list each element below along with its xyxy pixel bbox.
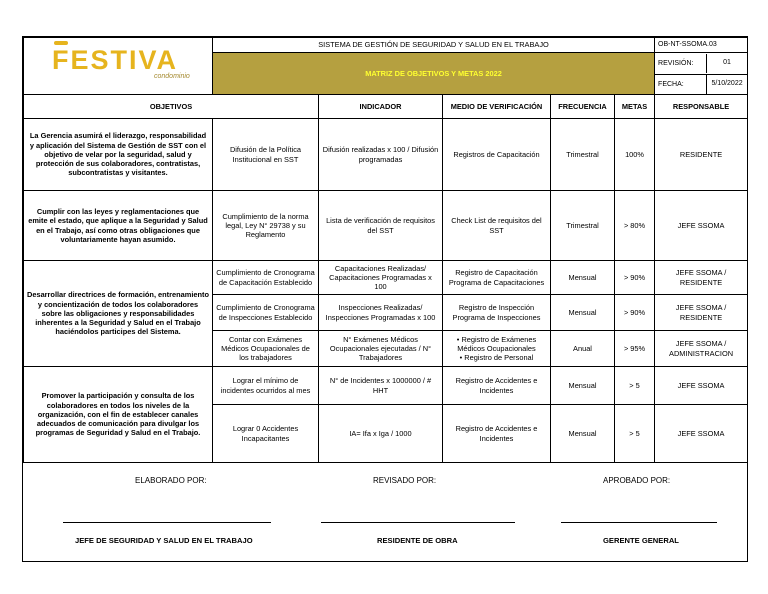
indicator: IA= Ifa x Iga / 1000: [319, 405, 443, 463]
column-header-indicador: INDICADOR: [319, 95, 443, 119]
indicator: N° de Incidentes x 1000000 / # HHT: [319, 367, 443, 405]
indicator: N° Exámenes Médicos Ocupacionales ejecutadas / N° Trabajadores: [319, 331, 443, 367]
signature-line-aprobado: [561, 522, 717, 523]
responsible: JEFE SSOMA / RESIDENTE: [655, 295, 748, 331]
frequency: Mensual: [551, 261, 615, 295]
indicator: Inspecciones Realizadas/ Inspecciones Programadas x 100: [319, 295, 443, 331]
frequency: Trimestral: [551, 119, 615, 191]
frequency: Mensual: [551, 405, 615, 463]
responsible: JEFE SSOMA / ADMINISTRACION: [655, 331, 748, 367]
revisado-label: REVISADO POR:: [373, 476, 437, 485]
goal: > 90%: [615, 295, 655, 331]
date-cell: [655, 75, 748, 95]
column-header-responsable: RESPONSABLE: [655, 95, 748, 119]
objective-text: Desarrollar directrices de formación, entrenamiento y concientización de todos los colaboradores sobre las obligaciones y responsabilidades inherentes a la Seguridad y Salud en el Trabajo haciéndolos participes del Sistema.: [24, 261, 213, 367]
specific-objective: Cumplimiento de Cronograma de Capacitación Establecido: [213, 261, 319, 295]
column-header-frecuencia: FRECUENCIA: [551, 95, 615, 119]
document-title: MATRIZ DE OBJETIVOS Y METAS 2022: [213, 53, 655, 95]
responsible: JEFE SSOMA: [655, 405, 748, 463]
revision-value: 01: [723, 59, 731, 67]
document-page: [22, 36, 748, 562]
document-code: OB-NT-SSOMA.03: [655, 38, 748, 53]
revisado-role: RESIDENTE DE OBRA: [377, 536, 458, 545]
verification-method: Registro de Accidentes e Incidentes: [443, 405, 551, 463]
verification-method: [443, 331, 551, 367]
goal: > 95%: [615, 331, 655, 367]
responsible: JEFE SSOMA: [655, 191, 748, 261]
column-header-metas: METAS: [615, 95, 655, 119]
column-header-objetivos: OBJETIVOS: [24, 95, 319, 119]
goal: > 90%: [615, 261, 655, 295]
indicator: Capacitaciones Realizadas/ Capacitaciones Programadas x 100: [319, 261, 443, 295]
logo-subtitle: condominio: [154, 73, 190, 80]
signature-line-revisado: [321, 522, 515, 523]
signature-line-elaborado: [63, 522, 271, 523]
signature-section: [23, 465, 747, 561]
indicator: Lista de verificación de requisitos del SST: [319, 191, 443, 261]
verification-method: Registro de Inspección Programa de Inspecciones: [443, 295, 551, 331]
logo-cell: [24, 38, 213, 95]
table-row: [24, 367, 748, 405]
festiva-logo: [24, 38, 212, 94]
specific-objective: Cumplimiento de la norma legal, Ley N° 29738 y su Reglamento: [213, 191, 319, 261]
verification-method: Registro de Capacitación Programa de Capacitaciones: [443, 261, 551, 295]
table-row: [24, 119, 748, 191]
frequency: Anual: [551, 331, 615, 367]
elaborado-role: JEFE DE SEGURIDAD Y SALUD EN EL TRABAJO: [75, 536, 253, 545]
objective-text: Promover la participación y consulta de los colaboradores en todos los niveles de la organización, con el fin de establecer canales adecuados de comunicación para divulgar los programas de Seguridad y Salud en el Trabajo.: [24, 367, 213, 463]
responsible: RESIDENTE: [655, 119, 748, 191]
system-title: SISTEMA DE GESTIÓN DE SEGURIDAD Y SALUD EN EL TRABAJO: [213, 38, 655, 53]
frequency: Mensual: [551, 367, 615, 405]
frequency: Trimestral: [551, 191, 615, 261]
specific-objective: Contar con Exámenes Médicos Ocupacionales de los trabajadores: [213, 331, 319, 367]
revision-label: REVISIÓN:: [655, 54, 707, 73]
date-label: FECHA:: [655, 75, 707, 94]
verification-line: • Registro de Personal: [459, 353, 534, 363]
column-header-medio: MEDIO DE VERIFICACIÓN: [443, 95, 551, 119]
verification-line: Médicos Ocupacionales: [457, 343, 536, 353]
verification-method: Registros de Capacitación: [443, 119, 551, 191]
verification-line: • Registro de Exámenes: [456, 334, 537, 344]
elaborado-label: ELABORADO POR:: [135, 476, 207, 485]
date-value: 5/10/2022: [711, 80, 743, 88]
aprobado-role: GERENTE GENERAL: [603, 536, 679, 545]
objectives-matrix-table: [23, 37, 748, 463]
revision-cell: [655, 53, 748, 75]
responsible: JEFE SSOMA: [655, 367, 748, 405]
logo-text: FESTIVA: [52, 45, 179, 75]
goal: 100%: [615, 119, 655, 191]
goal: > 80%: [615, 191, 655, 261]
objective-text: La Gerencia asumirá el liderazgo, responsabilidad y aplicación del Sistema de Gestión de SST con el objetivo de velar por la seguridad, salud y protección de sus colaboradores, contratistas, subcontratistas y visitantes.: [24, 119, 213, 191]
goal: > 5: [615, 405, 655, 463]
responsible: JEFE SSOMA / RESIDENTE: [655, 261, 748, 295]
specific-objective: Cumplimiento de Cronograma de Inspecciones Establecido: [213, 295, 319, 331]
specific-objective: Lograr 0 Accidentes Incapacitantes: [213, 405, 319, 463]
goal: > 5: [615, 367, 655, 405]
table-row: [24, 191, 748, 261]
specific-objective: Lograr el mínimo de incidentes ocurridos al mes: [213, 367, 319, 405]
frequency: Mensual: [551, 295, 615, 331]
table-row: [24, 261, 748, 295]
indicator: Difusión realizadas x 100 / Difusión programadas: [319, 119, 443, 191]
verification-method: Check List de requisitos del SST: [443, 191, 551, 261]
aprobado-label: APROBADO POR:: [603, 476, 671, 485]
objective-text: Cumplir con las leyes y reglamentaciones que emite el estado, que aplique a la Seguridad y Salud en el Trabajo, así como otras obligaciones que voluntariamente hayan asumido.: [24, 191, 213, 261]
verification-method: Registro de Accidentes e Incidentes: [443, 367, 551, 405]
specific-objective: Difusión de la Política Institucional en SST: [213, 119, 319, 191]
